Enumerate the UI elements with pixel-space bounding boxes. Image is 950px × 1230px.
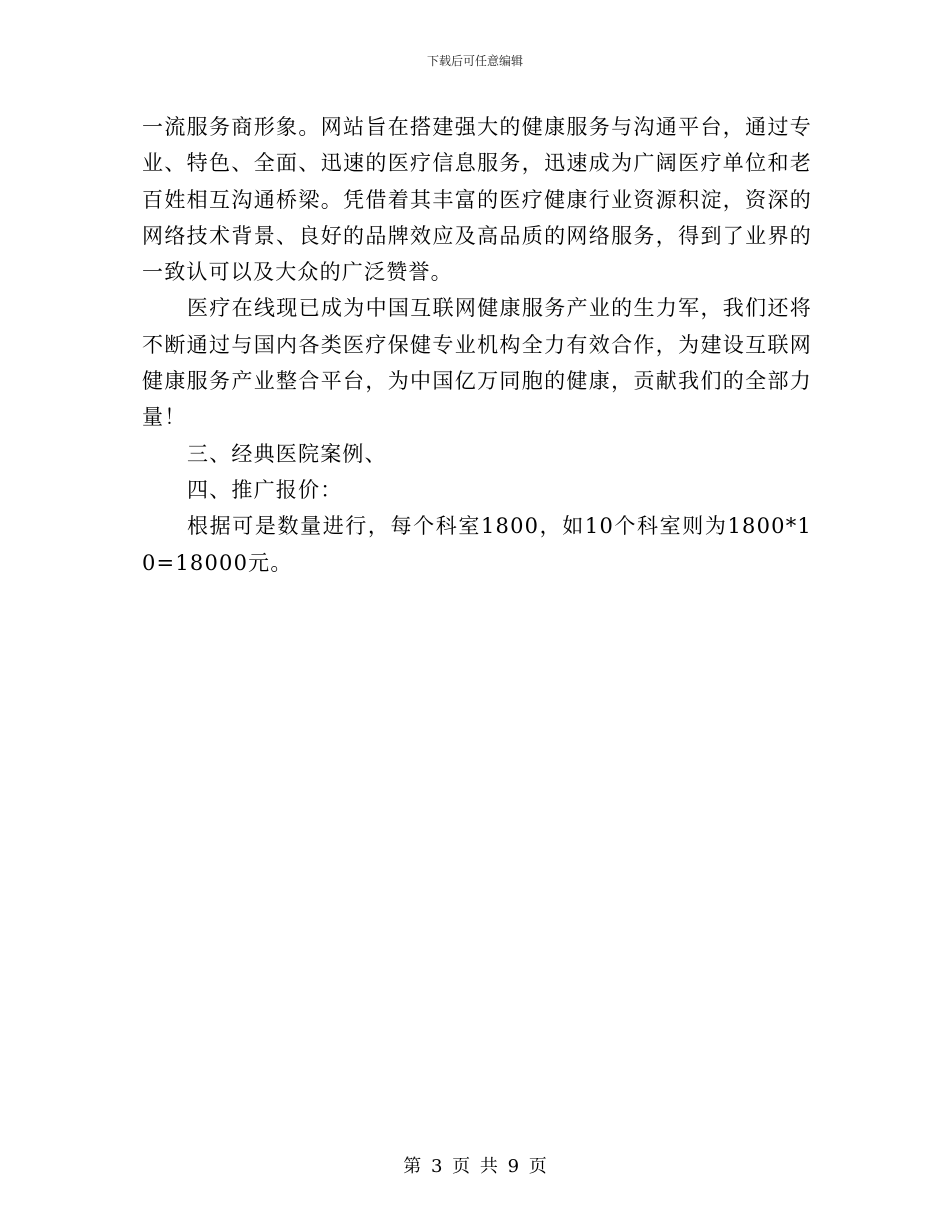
paragraph-medical-online: 医疗在线现已成为中国互联网健康服务产业的生力军，我们还将不断通过与国内各类医疗保健专业机构全力有效合作，为建设互联网健康服务产业整合平台，为中国亿万同胞的健康，贡献我们的全部力量！ <box>142 296 812 430</box>
section-heading-hospital-cases: 三、经典医院案例、 <box>187 441 387 466</box>
paragraph-intro-continuation: 一流服务商形象。网站旨在搭建强大的健康服务与沟通平台，通过专业、特色、全面、迅速的医疗信息服务，迅速成为广阔医疗单位和老百姓相互沟通桥梁。凭借着其丰富的医疗健康行业资源积淀，资深的网络技术背景、良好的品牌效应及高品质的网络服务，得到了业界的一致认可以及大众的广泛赞誉。 <box>142 115 812 285</box>
page-footer: 第 3 页 共 9 页 <box>403 1156 547 1177</box>
document-body <box>142 109 812 581</box>
page-header: 下载后可任意编辑 <box>426 54 523 68</box>
paragraph-pricing-detail: 根据可是数量进行，每个科室1800，如10个科室则为1800*10=18000元。 <box>142 514 812 575</box>
section-heading-pricing: 四、推广报价： <box>187 477 343 502</box>
